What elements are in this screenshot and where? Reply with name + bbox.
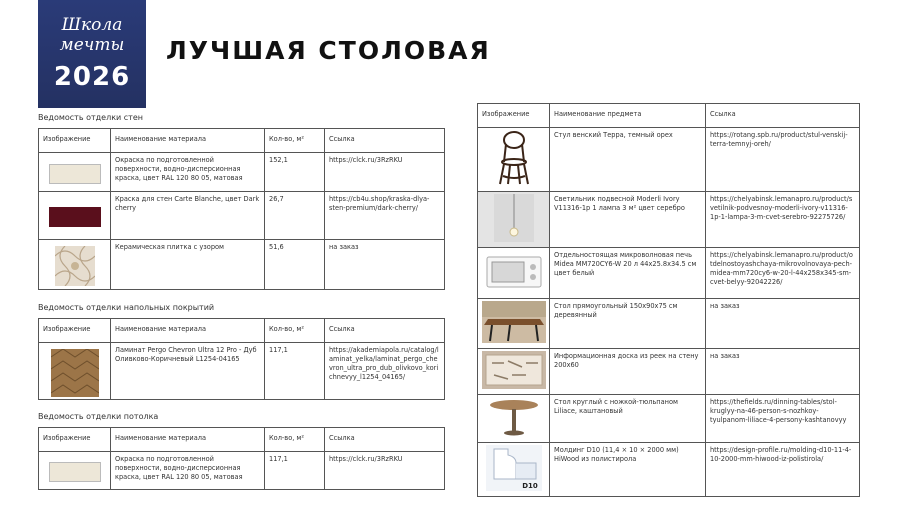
table-row [478, 349, 860, 395]
item-image [478, 299, 550, 349]
material-link[interactable]: https://cb4u.shop/kraska-dlya-sten-premium/dark-cherry/ [325, 192, 445, 240]
material-name: Краска для стен Carte Blanche, цвет Dark cherry [111, 192, 265, 240]
material-qty: 117,1 [265, 452, 325, 490]
header-name: Наименование материала [111, 319, 265, 343]
table-row [478, 443, 860, 497]
chevron-laminate-icon [51, 349, 99, 397]
table-header-row [478, 104, 860, 128]
round-table-icon [486, 397, 542, 437]
items-table [477, 103, 860, 497]
material-name: Окраска по подготовленной поверхности, водно-дисперсионная краска, цвет RAL 120 80 05, матовая [111, 452, 265, 490]
material-qty: 51,6 [265, 240, 325, 290]
header-image: Изображение [478, 104, 550, 128]
dark-cherry-swatch [49, 207, 101, 227]
table-row [39, 452, 445, 490]
material-name: Окраска по подготовленной поверхности, водно-дисперсионная краска, цвет RAL 120 80 05, матовая [111, 153, 265, 192]
header-link: Ссылка [325, 319, 445, 343]
table-header-row [39, 129, 445, 153]
table-header-row [39, 319, 445, 343]
material-name: Керамическая плитка с узором [111, 240, 265, 290]
molding-profile-icon [486, 445, 542, 491]
item-image [478, 128, 550, 192]
item-image [478, 395, 550, 443]
info-board-icon [482, 351, 546, 389]
table-row [478, 248, 860, 299]
table-row [39, 343, 445, 400]
microwave-icon [486, 255, 542, 289]
material-image [39, 192, 111, 240]
header-qty: Кол-во, м² [265, 428, 325, 452]
material-qty: 152,1 [265, 153, 325, 192]
header-name: Наименование материала [111, 129, 265, 153]
material-link[interactable]: https://akademiapola.ru/catalog/laminat_yelka/laminat_pergo_chevron_ultra_pro_dub_olivkovo_korichnevyy_l1254_04165/ [325, 343, 445, 400]
bentwood-chair-icon [494, 130, 534, 186]
material-image [39, 343, 111, 400]
table-row [39, 240, 445, 290]
walls-section-title: Ведомость отделки стен [38, 113, 143, 122]
item-name: Отдельностоящая микроволновая печь Midea MM720CY6-W 20 л 44x25.8x34.5 см цвет белый [550, 248, 706, 299]
header-link: Ссылка [325, 428, 445, 452]
header-image: Изображение [39, 129, 111, 153]
cream-paint-swatch [49, 462, 101, 482]
item-name: Молдинг D10 (11,4 × 10 × 2000 мм) HiWood из полистирола [550, 443, 706, 497]
table-row [39, 192, 445, 240]
header-name: Наименование материала [111, 428, 265, 452]
material-link[interactable]: https://clck.ru/3RzRKU [325, 452, 445, 490]
rectangular-table-icon [482, 301, 546, 343]
item-name: Стул венский Терра, темный орех [550, 128, 706, 192]
item-name: Информационная доска из реек на стену 200x60 [550, 349, 706, 395]
item-image [478, 349, 550, 395]
item-link[interactable]: https://chelyabinsk.lemanapro.ru/product/otdelnostoyashchaya-mikrovolnovaya-pech-midea-mm720cy6-w-20-l-44x258x345-sm-cvet-belyy-92042226/ [706, 248, 860, 299]
floor-table [38, 318, 445, 400]
material-image [39, 452, 111, 490]
item-image [478, 248, 550, 299]
item-link: на заказ [706, 349, 860, 395]
header-qty: Кол-во, м² [265, 129, 325, 153]
header-link: Ссылка [706, 104, 860, 128]
material-image [39, 153, 111, 192]
item-image [478, 443, 550, 497]
logo [38, 0, 146, 108]
item-link[interactable]: https://design-profile.ru/molding-d10-11-4-10-2000-mm-hiwood-iz-polistirola/ [706, 443, 860, 497]
page-title: ЛУЧШАЯ СТОЛОВАЯ [166, 36, 491, 65]
ceiling-section-title: Ведомость отделки потолка [38, 412, 159, 421]
item-name: Стол круглый с ножкой-тюльпаном Liliace, каштановый [550, 395, 706, 443]
molding-label: D10 [521, 482, 538, 490]
item-link[interactable]: https://thefields.ru/dinning-tables/stol-kruglyy-na-46-person-s-nozhkoy-tyulpanom-liliace-4-persony-kashtanovyy [706, 395, 860, 443]
table-row [478, 128, 860, 192]
item-name: Светильник подвесной Moderli Ivory V11316-1p 1 лампа 3 м² цвет серебро [550, 192, 706, 248]
item-link[interactable]: https://rotang.spb.ru/product/stul-venskij-terra-temnyj-oreh/ [706, 128, 860, 192]
logo-line1: Школа [61, 15, 123, 35]
logo-year: 2026 [53, 62, 131, 92]
cream-paint-swatch [49, 164, 101, 184]
ceiling-table [38, 427, 445, 490]
ceramic-tile-pattern-icon [55, 246, 95, 286]
material-link[interactable]: https://clck.ru/3RzRKU [325, 153, 445, 192]
floor-section-title: Ведомость отделки напольных покрытий [38, 303, 215, 312]
table-header-row [39, 428, 445, 452]
item-link[interactable]: https://chelyabinsk.lemanapro.ru/product/svetilnik-podvesnoy-moderli-ivory-v11316-1p-1-lampa-3-m-cvet-serebro-92275726/ [706, 192, 860, 248]
walls-table [38, 128, 445, 290]
header-name: Наименование предмета [550, 104, 706, 128]
table-row [478, 395, 860, 443]
logo-line2: мечты [59, 35, 125, 55]
material-image [39, 240, 111, 290]
table-row [478, 192, 860, 248]
material-qty: 117,1 [265, 343, 325, 400]
header-image: Изображение [39, 428, 111, 452]
header-link: Ссылка [325, 129, 445, 153]
item-name: Стол прямоугольный 150x90x75 см деревянный [550, 299, 706, 349]
table-row [478, 299, 860, 349]
material-name: Ламинат Pergo Chevron Ultra 12 Pro - Дуб Оливково-Коричневый L1254-04165 [111, 343, 265, 400]
header-qty: Кол-во, м² [265, 319, 325, 343]
material-qty: 26,7 [265, 192, 325, 240]
table-row [39, 153, 445, 192]
item-link: на заказ [706, 299, 860, 349]
header-image: Изображение [39, 319, 111, 343]
item-image [478, 192, 550, 248]
material-link: на заказ [325, 240, 445, 290]
pendant-lamp-icon [494, 194, 534, 242]
